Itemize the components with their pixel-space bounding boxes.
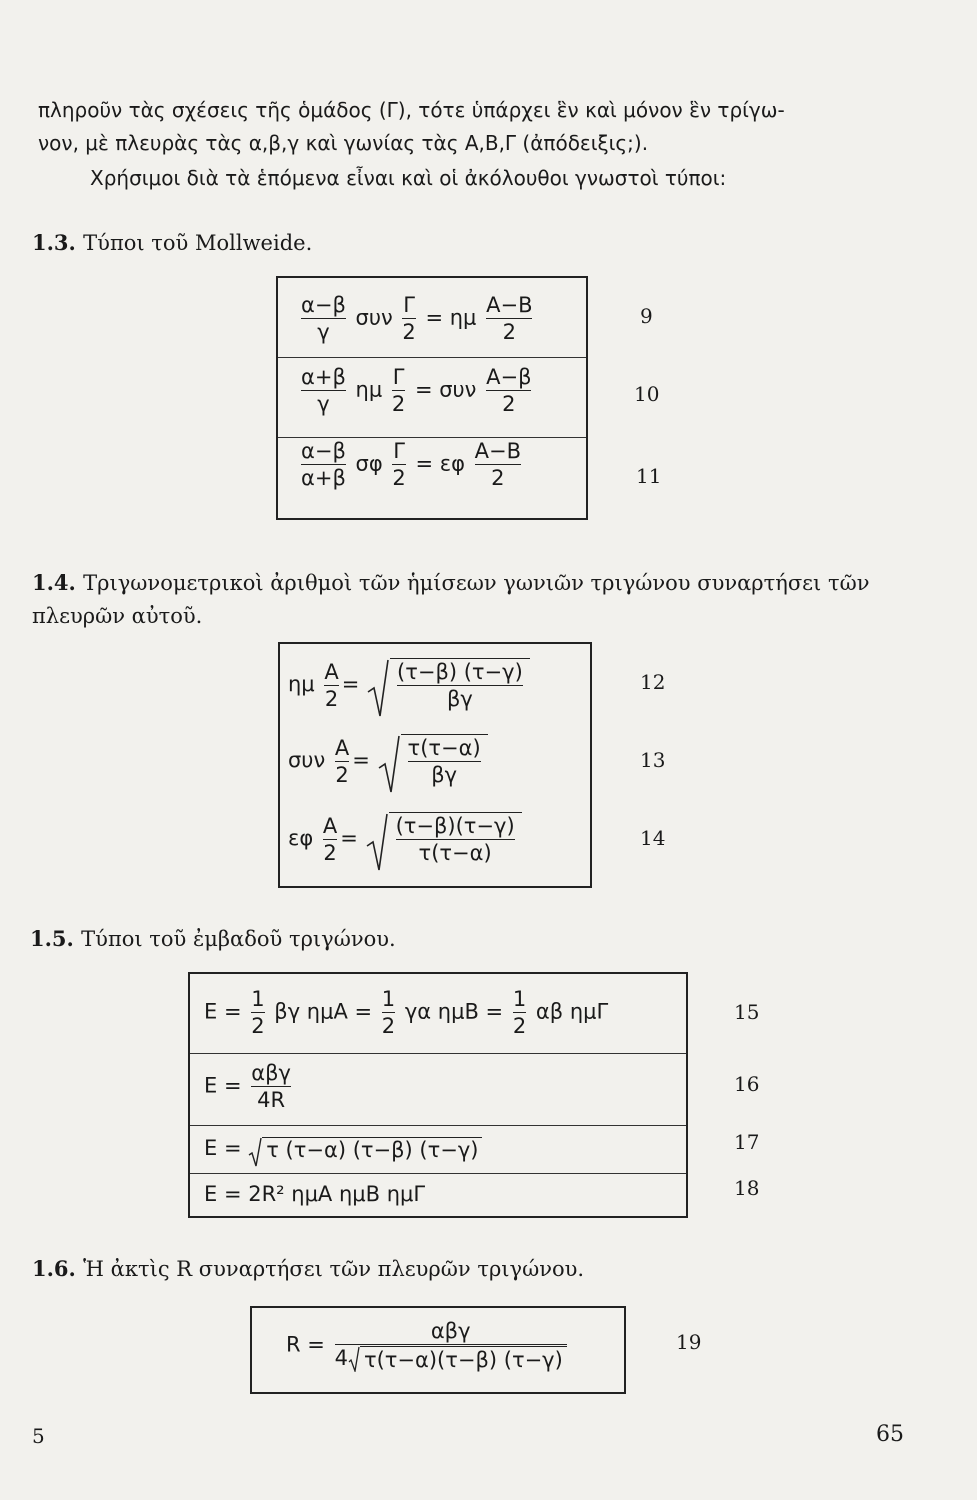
equation-number-18: 18 xyxy=(734,1176,760,1200)
equation-number-9: 9 xyxy=(640,304,653,328)
section-1-3-heading xyxy=(32,230,312,255)
section-1-6-heading xyxy=(32,1256,584,1281)
area-formula-17: Ε = τ (τ−α) (τ−β) (τ−γ) xyxy=(204,1136,482,1162)
area-formula-16: Ε = $\frac{\text{αβγ}}{4R}$ xyxy=(204,1061,291,1112)
mollweide-formula-9: $\frac{\alpha-\beta}{\gamma}$ συν $\frac{\Gamma}{2}$ = ημ $\frac{A-B}{2}$ xyxy=(301,293,533,344)
equation-number-16: 16 xyxy=(734,1072,760,1096)
radius-formula-box xyxy=(250,1306,626,1394)
signature-mark: 5 xyxy=(32,1424,45,1448)
section-title: Ἡ ἀκτὶς R συναρτήσει τῶν πλευρῶν τριγώνου. xyxy=(83,1257,585,1281)
half-angle-formula-13: συν $\frac{A}{2}$ = $\frac{\tau(\tau-\alpha)}{\beta\gamma}$ xyxy=(288,734,488,788)
equation-number-17: 17 xyxy=(734,1130,760,1154)
section-1-4-heading-cont xyxy=(32,603,202,628)
area-formula-18: Ε = 2R² ημΑ ημΒ ημΓ xyxy=(204,1182,426,1206)
intro-line-2: νον, μὲ πλευρὰς τὰς α,β,γ καὶ γωνίας τὰς Α,Β,Γ (ἀπόδειξις;). xyxy=(38,131,649,155)
formula-row-9 xyxy=(278,278,586,358)
formula-row-18 xyxy=(190,1174,686,1218)
section-number: 1.3. xyxy=(32,230,76,255)
equation-number-11: 11 xyxy=(636,464,662,488)
equation-number-13: 13 xyxy=(640,748,666,772)
page-number: 65 xyxy=(876,1422,904,1447)
formula-row-10 xyxy=(278,358,586,438)
section-1-5-heading xyxy=(30,926,396,951)
equation-number-14: 14 xyxy=(640,826,666,850)
section-title-cont: πλευρῶν αὐτοῦ. xyxy=(32,604,203,628)
mollweide-formula-10: $\frac{\alpha+\beta}{\gamma}$ ημ $\frac{\Gamma}{2}$ = συν $\frac{A-\beta}{2}$ xyxy=(301,365,532,416)
intro-line-1: πληροῦν τὰς σχέσεις τῆς ὁμάδος (Γ), τότε ὑπάρχει ἓν καὶ μόνον ἓν τρίγω- xyxy=(38,98,785,122)
formula-row-11 xyxy=(278,438,586,518)
formula-row-16 xyxy=(190,1054,686,1126)
section-title: Τύποι τοῦ Mollweide. xyxy=(83,231,313,255)
section-number: 1.4. xyxy=(32,570,76,595)
section-title: Τριγωνομετρικοὶ ἀριθμοὶ τῶν ἡμίσεων γωνιῶν τριγώνου συναρτήσει τῶν xyxy=(83,571,870,595)
area-formula-box xyxy=(188,972,688,1218)
intro-line-3: Χρήσιμοι διὰ τὰ ἑπόμενα εἶναι καὶ οἱ ἀκόλουθοι γνωστοὶ τύποι: xyxy=(90,166,727,190)
section-number: 1.6. xyxy=(32,1256,76,1281)
section-number: 1.5. xyxy=(30,926,74,951)
equation-number-10: 10 xyxy=(634,382,660,406)
formula-row-17 xyxy=(190,1126,686,1174)
equation-number-12: 12 xyxy=(640,670,666,694)
radius-formula-19: R = αβγ 4 τ(τ−α)(τ−β) (τ−γ) xyxy=(286,1318,570,1373)
formula-row-15 xyxy=(190,974,686,1054)
half-angle-formula-12: ημ $\frac{A}{2}$ = $\frac{(\tau-\beta) (\tau-\gamma)}{\beta\gamma}$ xyxy=(288,658,530,712)
half-angle-formula-box xyxy=(278,642,592,888)
half-angle-formula-14: εφ $\frac{A}{2}$ = $\frac{(\tau-\beta)(\tau-\gamma)}{\tau(\tau-\alpha)}$ xyxy=(288,812,522,866)
mollweide-formula-box xyxy=(276,276,588,520)
equation-number-15: 15 xyxy=(734,1000,760,1024)
equation-number-19: 19 xyxy=(676,1330,702,1354)
mollweide-formula-11: $\frac{\alpha-\beta}{\alpha+\beta}$ σφ $\frac{\Gamma}{2}$ = εφ $\frac{A-B}{2}$ xyxy=(301,439,521,490)
area-formula-15: Ε = $\frac{1}{2}$ βγ ημΑ = $\frac{1}{2}$ γα ημΒ = $\frac{1}{2}$ αβ ημΓ xyxy=(204,987,609,1038)
section-title: Τύποι τοῦ ἐμβαδοῦ τριγώνου. xyxy=(81,927,396,951)
section-1-4-heading xyxy=(32,570,869,595)
